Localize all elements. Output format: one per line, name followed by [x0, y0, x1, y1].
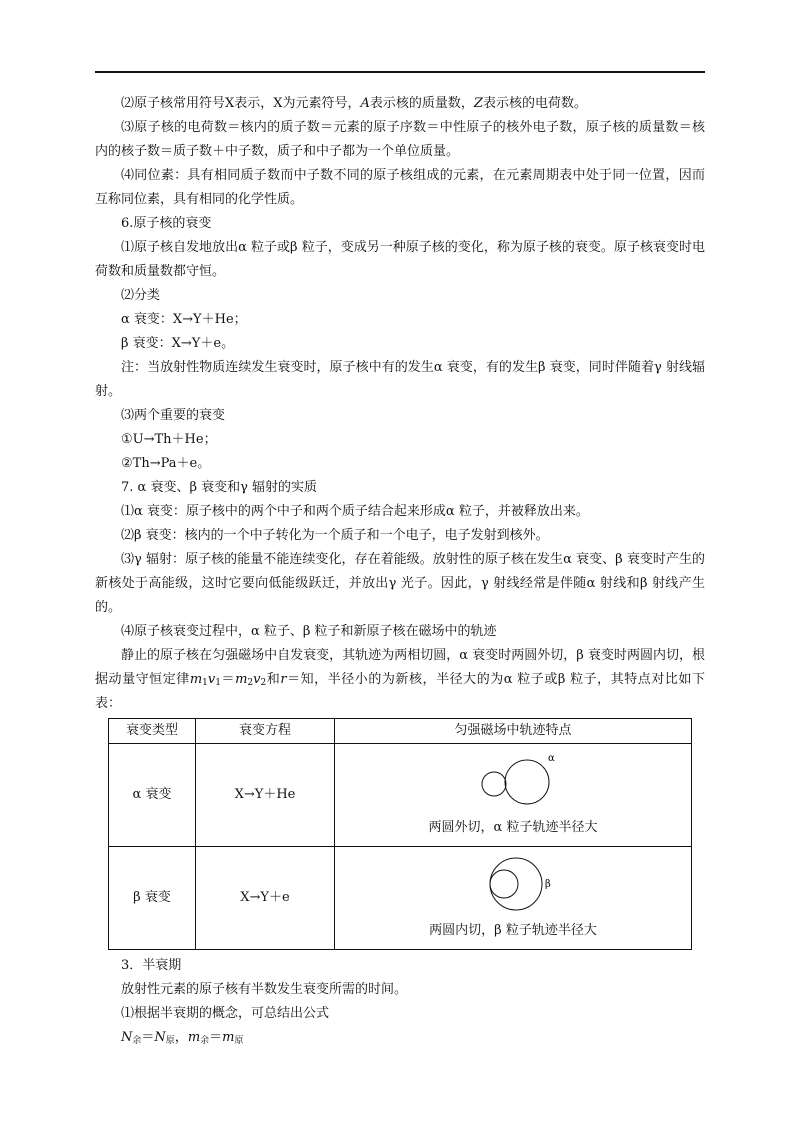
equation-beta: β 衰变：X→Y＋e。: [121, 336, 235, 351]
paragraph-alpha-essence: ⑴α 衰变：原子核中的两个中子和两个质子结合起来形成α 粒子，并被释放出来。: [121, 504, 589, 519]
alpha-particle-orbit: [505, 760, 549, 804]
paragraph-notation: ⑵原子核常用符号X表示，X为元素符号，A表示核的质量数，Z表示核的电荷数。: [121, 96, 587, 111]
trajectory-cell: [335, 847, 692, 950]
paragraph-charge-mass: ⑶原子核的电荷数＝核内的质子数＝元素的原子序数＝中性原子的核外电子数，原子核的质量数＝核内的核子数＝质子数＋中子数，质子和中子都为一个单位质量。: [95, 120, 705, 159]
table-header-cell: 匀强磁场中轨迹特点: [335, 719, 692, 744]
table-row: [109, 847, 692, 950]
paragraph-half-life-definition: 放射性元素的原子核有半数发生衰变所需的时间。: [121, 982, 408, 997]
paragraph-trajectory-heading: ⑷原子核衰变过程中，α 粒子、β 粒子和新原子核在磁场中的轨迹: [121, 624, 497, 639]
table-header-row: [109, 719, 692, 744]
paragraph-isotope: ⑷同位素：具有相同质子数而中子数不同的原子核组成的元素，在元素周期表中处于同一位置，因而互称同位素，具有相同的化学性质。: [95, 168, 705, 207]
beta-trajectory-figure: [463, 851, 563, 917]
paragraph-formula-intro: ⑴根据半衰期的概念，可总结出公式: [121, 1006, 330, 1021]
decay-type-cell: α 衰变: [109, 744, 196, 847]
beta-particle-orbit: [490, 858, 542, 910]
paragraph-trajectory: 静止的原子核在匀强磁场中自发衰变，其轨迹为两相切圆，α 衰变时两圆外切，β 衰变时两圆内切，根据动量守恒定律$m_1v_1=m_2v_2$和r＝知，半径小的为新核，半径大的为α 粒子或β 粒子，其特点对比如下表：: [95, 648, 705, 711]
trajectory-cell: [335, 744, 692, 847]
trajectory-caption: 两圆内切，β 粒子轨迹半径大: [429, 923, 597, 938]
paragraph-two-decays: ⑶两个重要的衰变: [121, 408, 226, 423]
equation-alpha: α 衰变：X→Y＋He；: [121, 312, 247, 327]
table-header-cell: 衰变类型: [109, 719, 196, 744]
paragraph-beta-essence: ⑵β 衰变：核内的一个中子转化为一个质子和一个电子，电子发射到核外。: [121, 528, 549, 543]
alpha-trajectory-figure: [463, 748, 563, 814]
table-row: [109, 744, 692, 847]
alpha-label: α: [548, 753, 555, 764]
paragraph-gamma-essence: ⑶γ 辐射：原子核的能量不能连续变化，存在着能级。放射性的原子核在发生α 衰变、β 衰变时产生的新核处于高能级，这时它要向低能级跃迁，并放出γ 光子。因此，γ 射线经常是伴随α 射线和β 射线产生的。: [95, 552, 705, 615]
section-heading-decay: 6.原子核的衰变: [121, 216, 212, 231]
decay-type-cell: β 衰变: [109, 847, 196, 950]
new-nucleus-orbit: [482, 772, 506, 796]
equation-thorium: ②Th→Pa＋e。: [121, 456, 211, 471]
equation-uranium: ①U→Th＋He；: [121, 432, 217, 447]
paragraph-decay-definition: ⑴原子核自发地放出α 粒子或β 粒子，变成另一种原子核的变化，称为原子核的衰变。原子核衰变时电荷数和质量数都守恒。: [95, 240, 705, 279]
beta-label: β: [545, 879, 551, 890]
paragraph-note: 注：当放射性物质连续发生衰变时，原子核中有的发生α 衰变，有的发生β 衰变，同时伴随着γ 射线辐射。: [95, 360, 705, 399]
decay-comparison-table: [108, 718, 692, 950]
decay-equation-cell: X→Y＋He: [196, 744, 335, 847]
new-nucleus-orbit: [490, 870, 518, 898]
table-header-cell: 衰变方程: [196, 719, 335, 744]
section-heading-essence: 7. α 衰变、β 衰变和γ 辐射的实质: [121, 480, 317, 495]
trajectory-caption: 两圆外切，α 粒子轨迹半径大: [428, 820, 598, 835]
section-heading-half-life: 3．半衰期: [121, 958, 182, 973]
paragraph-classification: ⑵分类: [121, 288, 161, 303]
half-life-formula: $N_余=N_原$，$m_余=m_原$: [121, 1030, 244, 1046]
decay-equation-cell: X→Y＋e: [196, 847, 335, 950]
header-rule: [95, 71, 705, 73]
document-body: [95, 92, 705, 1050]
